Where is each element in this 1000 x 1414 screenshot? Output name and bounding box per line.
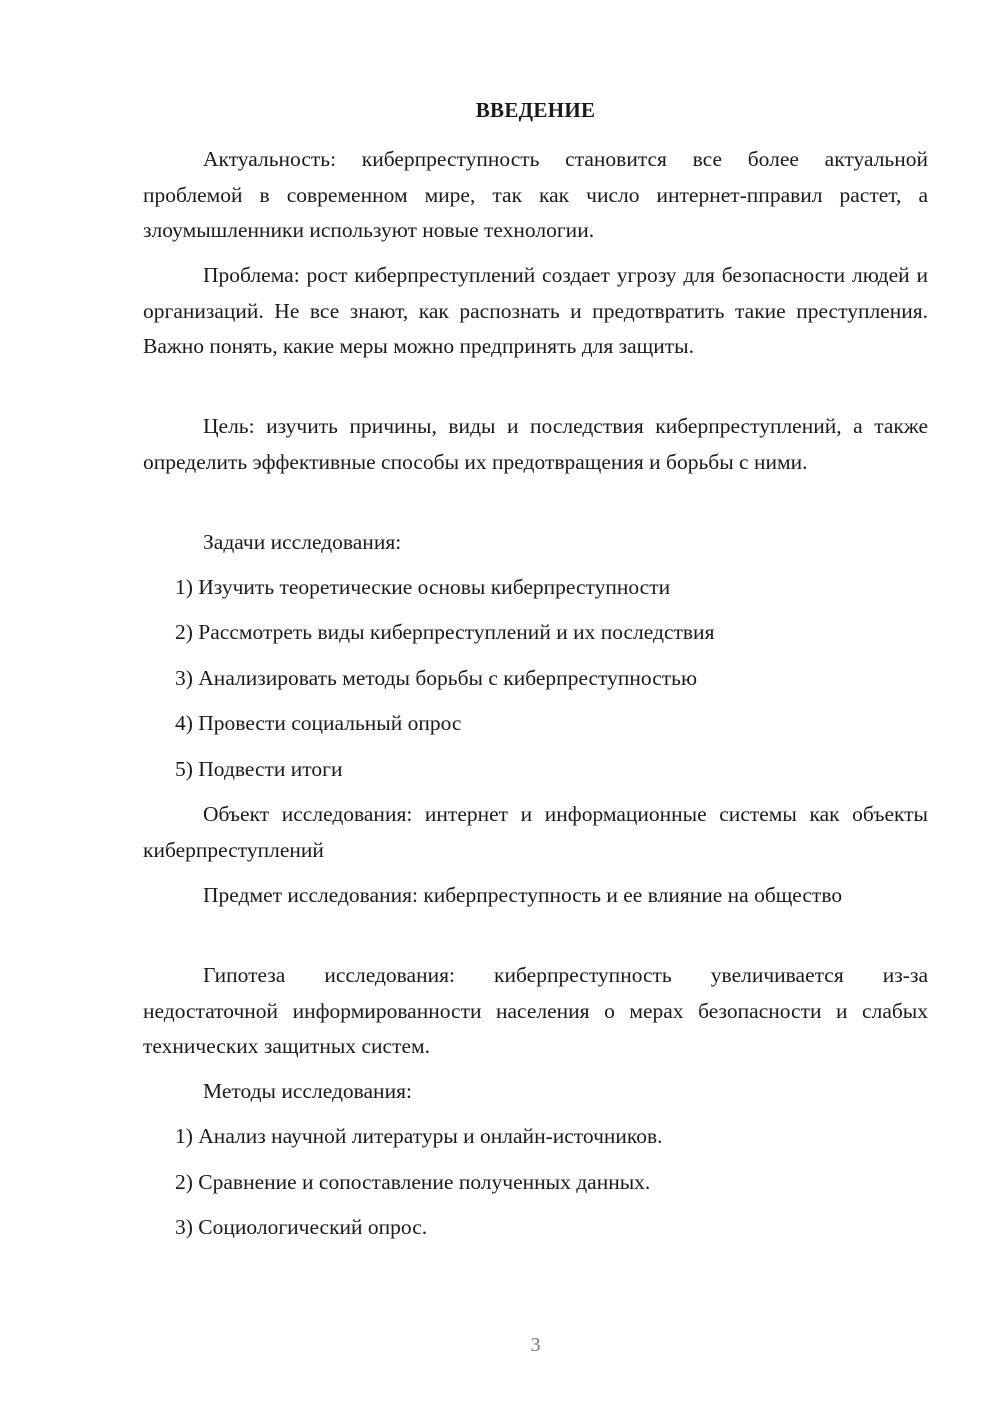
tasks-heading: Задачи исследования:	[203, 530, 402, 554]
section-title: ВВЕДЕНИЕ	[475, 98, 596, 122]
task-item: 5) Подвести итоги	[175, 757, 343, 781]
task-item: 2) Рассмотреть виды киберпреступлений и их последствия	[175, 620, 715, 644]
relevance-paragraph: Актуальность: киберпреступность становится все более актуальной проблемой в современном мире, так как число интернет-пправил растет, а злоумышленники используют новые технологии.	[143, 147, 928, 242]
method-item: 2) Сравнение и сопоставление полученных данных.	[175, 1170, 651, 1194]
task-item: 4) Провести социальный опрос	[175, 711, 462, 735]
problem-paragraph: Проблема: рост киберпреступлений создает угрозу для безопасности людей и организаций. Не все знают, как распознать и предотвратить такие преступления. Важно понять, какие меры можно предпринять для защиты.	[143, 263, 928, 358]
hypothesis-paragraph: Гипотеза исследования: киберпреступность увеличивается из-за недостаточной информированности населения о мерах безопасности и слабых технических защитных систем.	[143, 963, 928, 1058]
methods-heading: Методы исследования:	[203, 1079, 412, 1103]
document-page	[143, 0, 928, 1414]
page-number: 3	[530, 1334, 541, 1356]
method-item: 3) Социологический опрос.	[175, 1215, 428, 1239]
method-item: 1) Анализ научной литературы и онлайн-источников.	[175, 1124, 663, 1148]
task-item: 3) Анализировать методы борьбы с киберпреступностью	[175, 666, 698, 690]
goal-paragraph: Цель: изучить причины, виды и последствия киберпреступлений, а также определить эффективные способы их предотвращения и борьбы с ними.	[143, 414, 928, 474]
task-item: 1) Изучить теоретические основы киберпреступности	[175, 575, 671, 599]
subject-paragraph: Предмет исследования: киберпреступность и ее влияние на общество	[203, 883, 843, 907]
object-paragraph: Объект исследования: интернет и информационные системы как объекты киберпреступлений	[143, 802, 928, 862]
